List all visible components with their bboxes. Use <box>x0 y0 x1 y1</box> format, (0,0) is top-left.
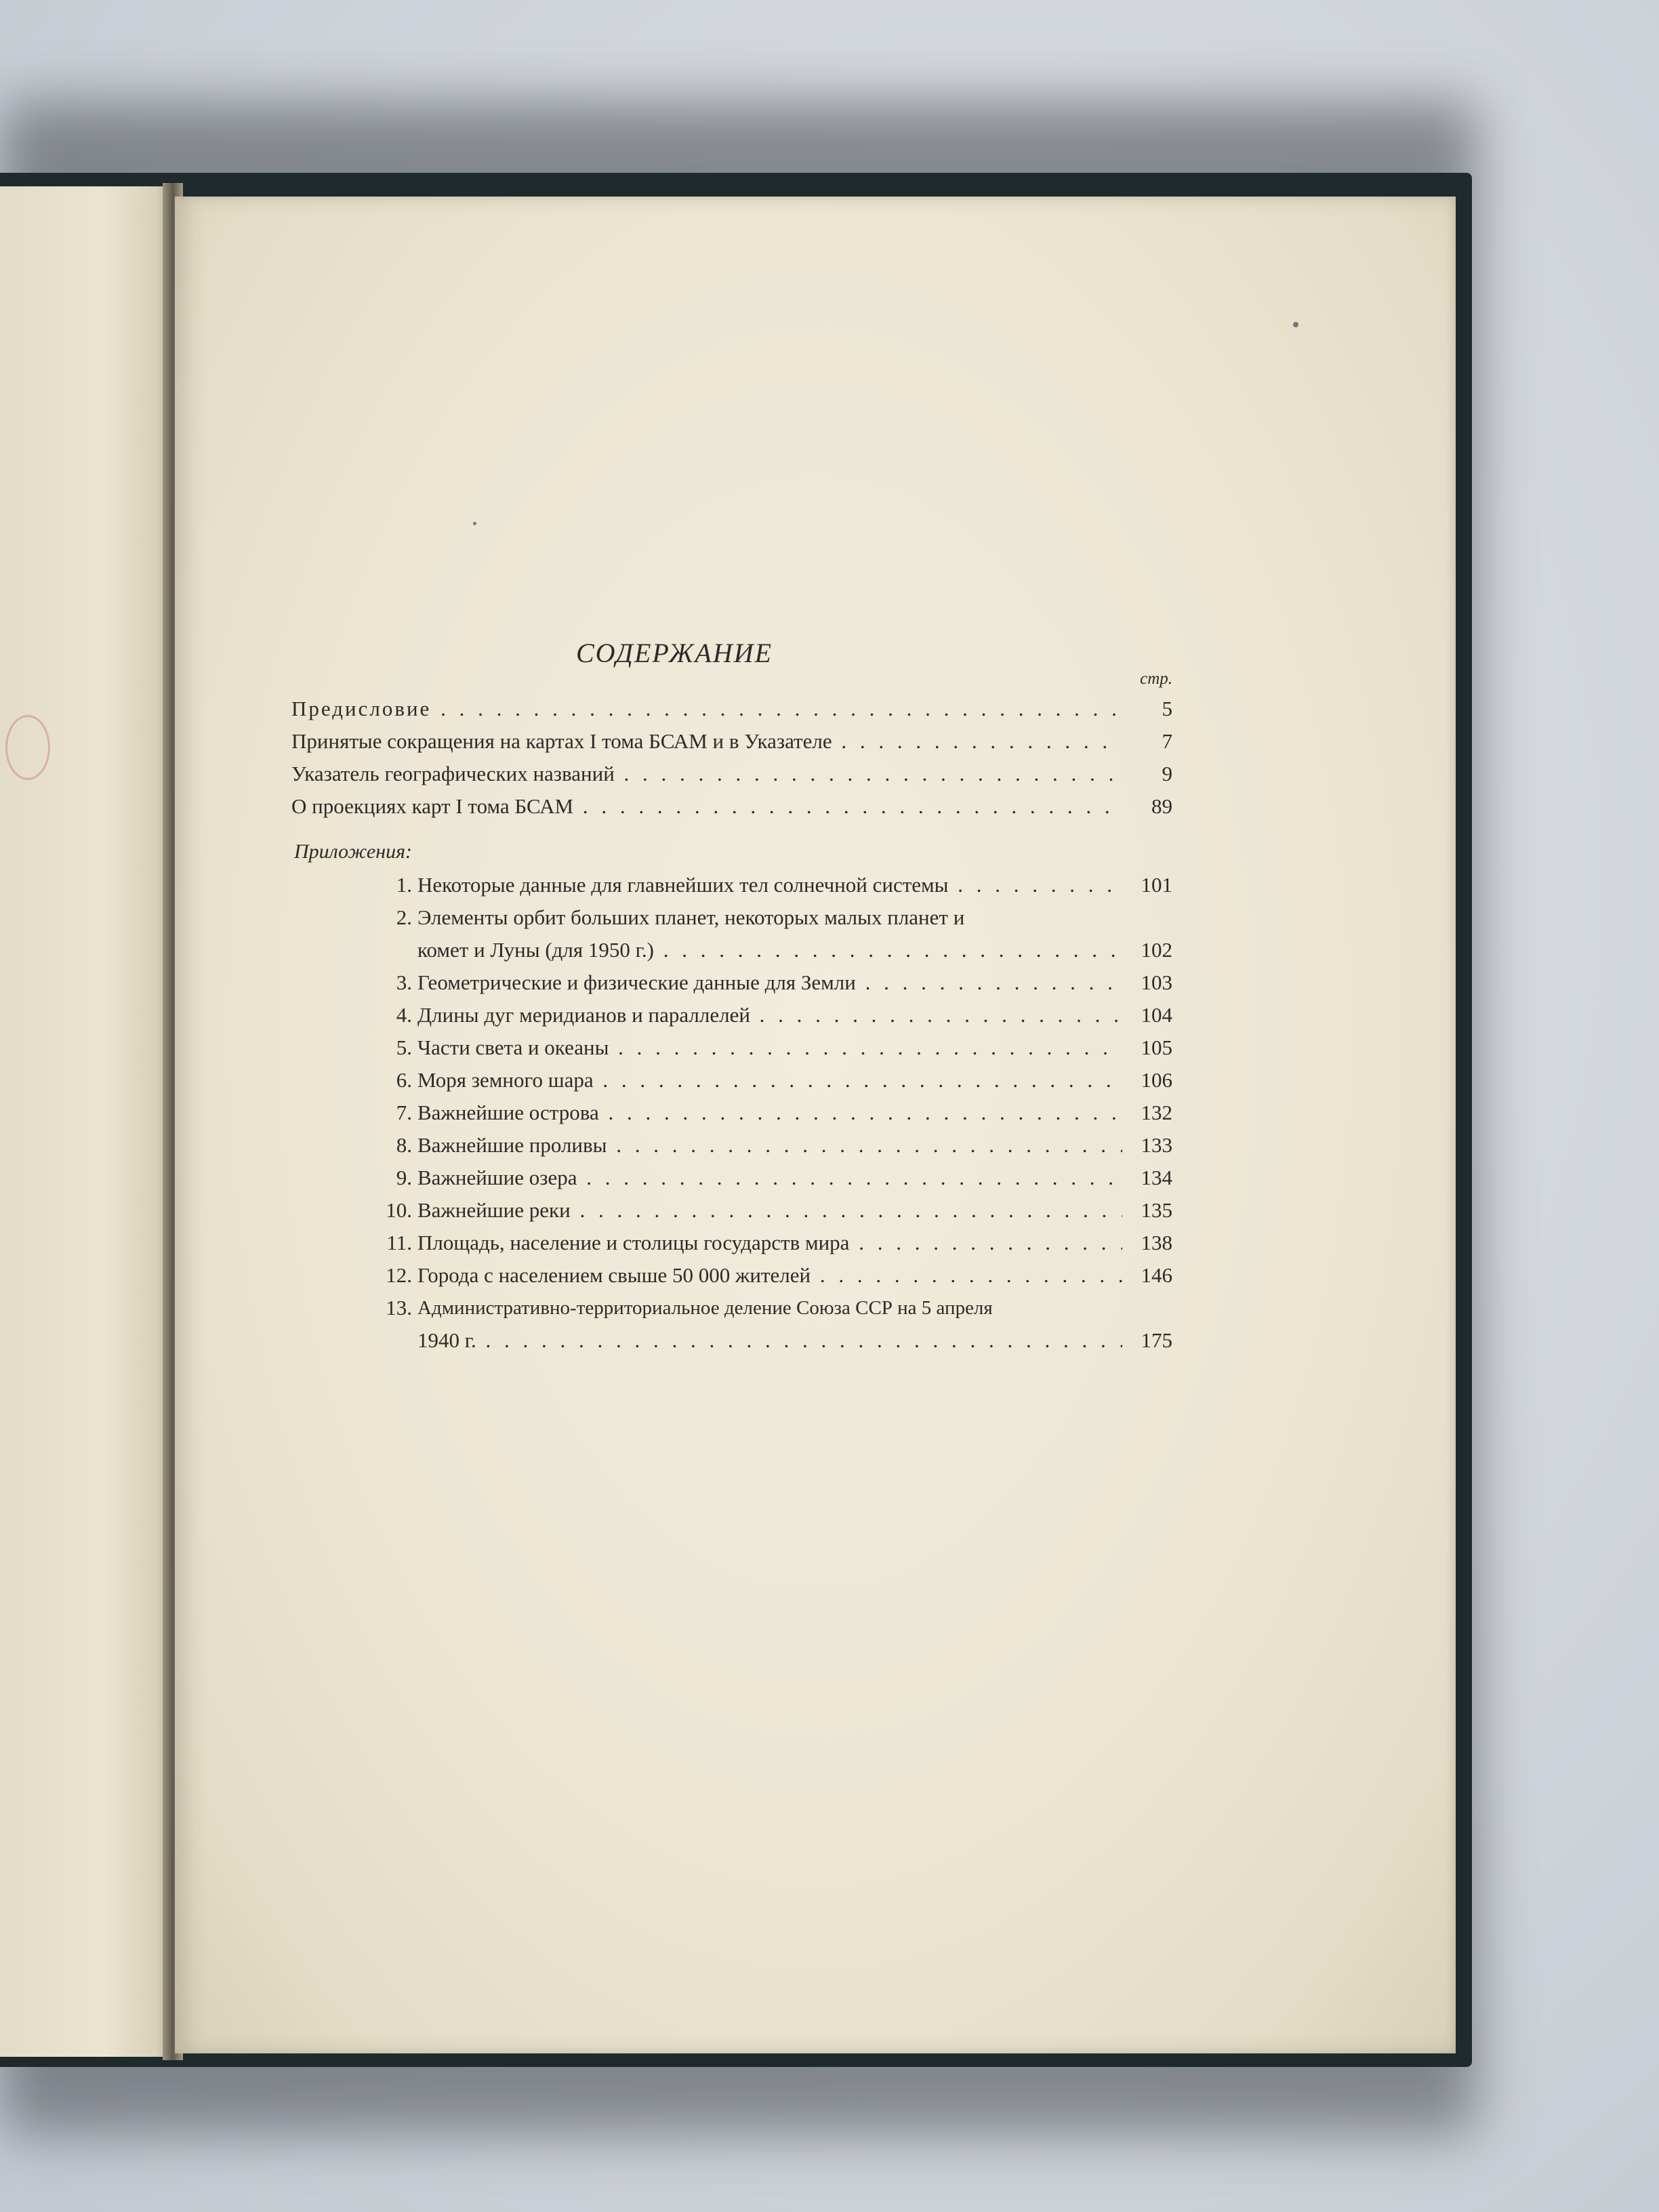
toc-entry-label: Предисловие . . . <box>291 693 1122 725</box>
appendix-entry-number: 9. <box>396 1166 412 1189</box>
appendix-entry-13-continuation[interactable] <box>291 1324 1172 1357</box>
toc-entry-label: Важнейшие озера . . . <box>417 1162 1122 1194</box>
toc-entry-label: Важнейшие проливы . . . <box>417 1129 1122 1162</box>
toc-entry-label: Элементы орбит больших планет, некоторых малых планет и <box>417 905 965 929</box>
toc-entry-page: 89 <box>1151 794 1172 818</box>
appendix-entry-number: 5. <box>396 1036 412 1059</box>
toc-entry-page: 5 <box>1162 697 1172 720</box>
appendix-entry-10[interactable] <box>291 1194 1172 1227</box>
toc-entry-label: Принятые сокращения на картах I тома БСАМ и в Указателе . . . <box>291 725 1122 758</box>
toc-entry-label-continuation: 1940 г. . . . <box>417 1324 1122 1357</box>
appendix-entry-number: 6. <box>396 1068 412 1092</box>
toc-entry-page: 9 <box>1162 762 1172 785</box>
toc-entry-page: 138 <box>1141 1231 1172 1254</box>
paper-speck <box>473 522 476 525</box>
toc-entry-page: 132 <box>1141 1101 1172 1124</box>
appendix-heading: Приложения: <box>294 840 413 863</box>
toc-entry-label-continuation: комет и Луны (для 1950 г.) . . . <box>417 934 1122 966</box>
toc-entry-page: 146 <box>1141 1263 1172 1287</box>
appendix-entry-number: 3. <box>396 970 412 994</box>
toc-entry-label: Важнейшие острова . . . <box>417 1097 1122 1129</box>
appendix-entry-9[interactable] <box>291 1162 1172 1194</box>
toc-entry-label: Геометрические и физические данные для Земли . . . <box>417 966 1122 999</box>
toc-entry-label: Моря земного шара . . . <box>417 1064 1122 1097</box>
toc-entry-projections[interactable] <box>291 790 1172 823</box>
appendix-entry-number: 13. <box>386 1296 412 1319</box>
toc-entry-label: Некоторые данные для главнейших тел солнечной системы . . . <box>417 869 1122 901</box>
toc-entry-label: Административно-территориальное деление Союза ССР на 5 апреля <box>417 1297 993 1319</box>
toc-entry-label: О проекциях карт I тома БСАМ . . . <box>291 790 1122 823</box>
appendix-entry-7[interactable] <box>291 1097 1172 1129</box>
appendix-entry-5[interactable] <box>291 1031 1172 1064</box>
appendix-entry-3[interactable] <box>291 966 1172 999</box>
appendix-entry-12[interactable] <box>291 1259 1172 1292</box>
appendix-entry-number: 7. <box>396 1101 412 1124</box>
toc-entry-label: Части света и океаны . . . <box>417 1031 1122 1064</box>
toc-title: СОДЕРЖАНИЕ <box>575 638 773 668</box>
appendix-entry-number: 11. <box>386 1231 412 1254</box>
appendix-entry-2-continuation[interactable] <box>291 934 1172 966</box>
page-column-label: стр. <box>1140 670 1172 688</box>
toc-entry-label: Указатель географических названий . . . <box>291 758 1122 790</box>
toc-entry-page: 134 <box>1141 1166 1172 1189</box>
red-stamp-mark <box>5 715 50 780</box>
toc-entry-page: 7 <box>1162 729 1172 753</box>
appendix-entry-number: 2. <box>396 905 412 929</box>
appendix-entry-number: 1. <box>396 873 412 897</box>
appendix-entry-number: 4. <box>396 1003 412 1027</box>
toc-entry-page: 133 <box>1141 1133 1172 1157</box>
appendix-entry-1[interactable] <box>291 869 1172 901</box>
toc-entry-preface[interactable] <box>291 693 1172 725</box>
toc-entry-page: 101 <box>1141 873 1172 897</box>
appendix-entry-number: 10. <box>386 1198 412 1222</box>
toc-entry-page: 105 <box>1141 1036 1172 1059</box>
toc-entry-index[interactable] <box>291 758 1172 790</box>
paper-speck <box>1293 322 1298 327</box>
toc-entry-label: Площадь, население и столицы государств мира . . . <box>417 1227 1122 1259</box>
appendix-entry-4[interactable] <box>291 999 1172 1031</box>
toc-entry-page: 135 <box>1141 1198 1172 1222</box>
toc-entry-page: 103 <box>1141 970 1172 994</box>
toc-entry-abbreviations[interactable] <box>291 725 1172 758</box>
toc-entry-label: Длины дуг меридианов и параллелей . . . <box>417 999 1122 1031</box>
appendix-entry-13[interactable] <box>291 1292 1172 1324</box>
appendix-entry-2[interactable] <box>291 901 1172 934</box>
appendix-entry-8[interactable] <box>291 1129 1172 1162</box>
toc-entry-page: 175 <box>1141 1328 1172 1352</box>
toc-entry-label: Важнейшие реки . . . <box>417 1194 1122 1227</box>
toc-entry-page: 106 <box>1141 1068 1172 1092</box>
toc-entry-page: 102 <box>1141 938 1172 962</box>
appendix-entry-number: 12. <box>386 1263 412 1287</box>
left-page <box>0 186 173 2057</box>
appendix-entry-6[interactable] <box>291 1064 1172 1097</box>
appendix-entry-11[interactable] <box>291 1227 1172 1259</box>
toc-entry-label: Города с населением свыше 50 000 жителей . . . <box>417 1259 1122 1292</box>
toc-entry-page: 104 <box>1141 1003 1172 1027</box>
appendix-entry-number: 8. <box>396 1133 412 1157</box>
